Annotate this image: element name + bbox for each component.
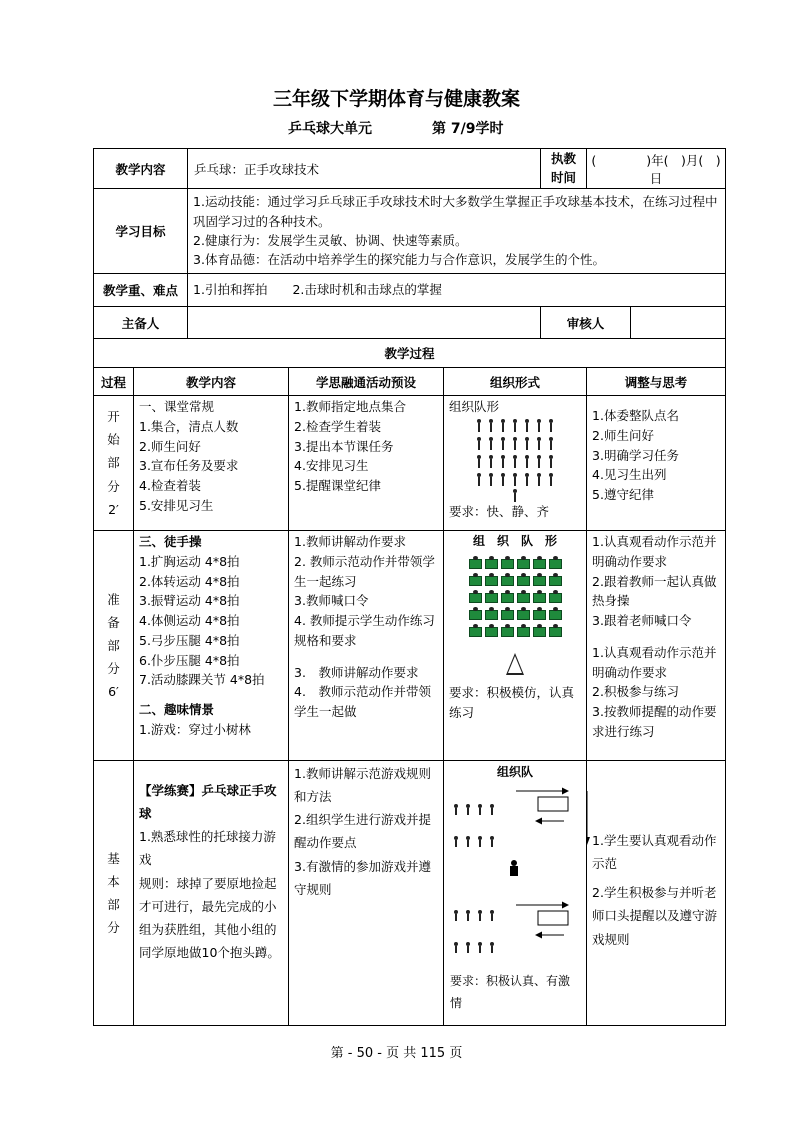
date-field: ( )年( )月( )日	[587, 149, 726, 189]
phase-basic: 基 本 部 分	[94, 761, 134, 1026]
phase-prep: 准 备 部 分 6′	[94, 531, 134, 761]
phase-start: 开 始 部 分 2′	[94, 396, 134, 531]
basic-activities: 1.教师讲解示范游戏规则和方法 2.组织学生进行游戏并提醒动作要点 3.有激情的参加游戏并遵守规则	[289, 761, 444, 1026]
student-figure	[488, 473, 495, 486]
keypoints: 1.引拍和挥拍 2.击球时机和击球点的掌握	[188, 274, 726, 307]
student-figure	[512, 419, 519, 432]
prep-organization	[444, 531, 587, 761]
table-box	[538, 797, 568, 811]
lesson-topic: 乒乓球：正手攻球技术	[188, 149, 541, 189]
org-requirement: 要求：快、静、齐	[449, 503, 550, 519]
student-figure	[548, 437, 555, 450]
page-title: 三年级下学期体育与健康教案	[272, 88, 520, 110]
prep-activities: 1.教师讲解动作要求 2. 教师示范动作并带领学生一起练习 3.教师喊口令 4. 教师提示学生动作练习规格和要求 3. 教师讲解动作要求 4. 教师示范动作并带领学生一起做	[289, 531, 444, 761]
time-label: 执教时间	[541, 149, 587, 189]
student-figure	[512, 473, 519, 486]
column-header: 过程	[94, 368, 134, 396]
student-figure	[476, 419, 483, 432]
student-figure	[524, 473, 531, 486]
reviewer-value	[631, 307, 726, 339]
student-formation	[449, 559, 581, 637]
basic-reflection: 1.学生要认真观看动作示范 2.学生积极参与并听老师口头提醒以及遵守游戏规则	[587, 761, 726, 1026]
page-footer: 第 - 50 - 页 共 115 页	[330, 1046, 463, 1061]
lesson-plan-table	[93, 148, 726, 1026]
column-header: 学思融通活动预设	[289, 368, 444, 396]
teacher-figure	[511, 860, 517, 866]
org-requirement: 要求：积极模仿，认真练习	[449, 684, 575, 720]
student-figure	[500, 419, 507, 432]
student-figure	[536, 419, 543, 432]
student-figure	[500, 473, 507, 486]
student-figure	[500, 437, 507, 450]
teacher-figure	[512, 489, 519, 502]
student-group-bottom	[450, 907, 498, 959]
student-figure	[524, 419, 531, 432]
start-activities: 1.教师指定地点集合 2.检查学生着装 3.提出本节课任务 4.安排见习生 5.提醒课堂纪律	[289, 396, 444, 531]
learning-goals	[188, 189, 726, 274]
student-figure	[512, 437, 519, 450]
preparer-value	[188, 307, 541, 339]
prep-reflection: 1.认真观看动作示范并明确动作要求 2.跟着教师一起认真做热身操 3.跟着老师喊口令 1.认真观看动作示范并明确动作要求 2.积极参与练习 3.按教师提醒的动作要求进行练习	[587, 531, 726, 761]
student-figure	[536, 473, 543, 486]
goal-item: 2.健康行为：发展学生灵敏、协调、快速等素质。	[193, 233, 468, 248]
column-header: 调整与思考	[587, 368, 726, 396]
goal-item: 3.体育品德：在活动中培养学生的探究能力与合作意识，发展学生的个性。	[193, 252, 605, 268]
reviewer-label: 审核人	[541, 307, 631, 339]
start-reflection: 1.体委整队点名 2.师生问好 3.明确学习任务 4.见习生出列 5.遵守纪律	[587, 396, 726, 531]
org-title: 组 织 队 形	[473, 534, 558, 548]
start-organization	[444, 396, 587, 531]
student-figure	[488, 437, 495, 450]
student-figure	[488, 419, 495, 432]
content-label: 教学内容	[94, 149, 188, 189]
prep-content: 三、徒手操 1.扩胸运动 4*8拍 2.体转运动 4*8拍 3.振臂运动 4*8拍 4.体侧运动 4*8拍 5.弓步压腿 4*8拍 6.仆步压腿 4*8拍 7.活动膝踝关节 4*8拍 二、趣味情景 1.游戏：穿过小树林	[134, 531, 289, 761]
student-figure	[476, 473, 483, 486]
student-formation	[449, 419, 581, 486]
student-figure	[524, 437, 531, 450]
student-group-top	[450, 801, 498, 853]
column-header: 教学内容	[134, 368, 289, 396]
teacher-figure	[510, 866, 518, 876]
student-figure	[500, 455, 507, 468]
keypoints-label: 教学重、难点	[94, 274, 188, 307]
process-label: 教学过程	[94, 339, 726, 368]
org-requirement: 要求：积极认真、有激情	[450, 974, 571, 1010]
student-figure	[488, 455, 495, 468]
student-figure	[536, 455, 543, 468]
org-title: 组织队形	[449, 399, 500, 414]
lesson-number: 第 7/9学时	[432, 121, 504, 137]
student-figure	[476, 437, 483, 450]
flow-arrow	[587, 791, 595, 851]
basic-organization	[444, 761, 587, 1026]
start-content: 一、课堂常规 1.集合，清点人数 2.师生问好 3.宣布任务及要求 4.检查着装 5.安排见习生	[134, 396, 289, 531]
preparer-label: 主备人	[94, 307, 188, 339]
unit-name: 乒乓球大单元	[288, 121, 372, 137]
student-figure	[536, 437, 543, 450]
student-figure	[476, 455, 483, 468]
student-figure	[548, 473, 555, 486]
student-figure	[524, 455, 531, 468]
student-figure	[548, 455, 555, 468]
student-figure	[548, 419, 555, 432]
student-figure	[512, 455, 519, 468]
goals-label: 学习目标	[94, 189, 188, 274]
goal-item: 1.运动技能：通过学习乒乓球正手攻球技术时大多数学生掌握正手攻球基本技术，在练习过程中巩固学习过的各种技术。	[193, 194, 718, 229]
table-box	[538, 911, 568, 925]
basic-content: 【学练赛】乒乓球正手攻球 1.熟悉球性的托球接力游戏 规则：球掉了要原地捡起才可进行，最先完成的小组为获胜组，其他小组的同学原地做10个抱头蹲。	[134, 761, 289, 1026]
column-header: 组织形式	[444, 368, 587, 396]
org-title: 组织队	[497, 765, 534, 779]
teacher-triangle-icon	[506, 653, 524, 675]
